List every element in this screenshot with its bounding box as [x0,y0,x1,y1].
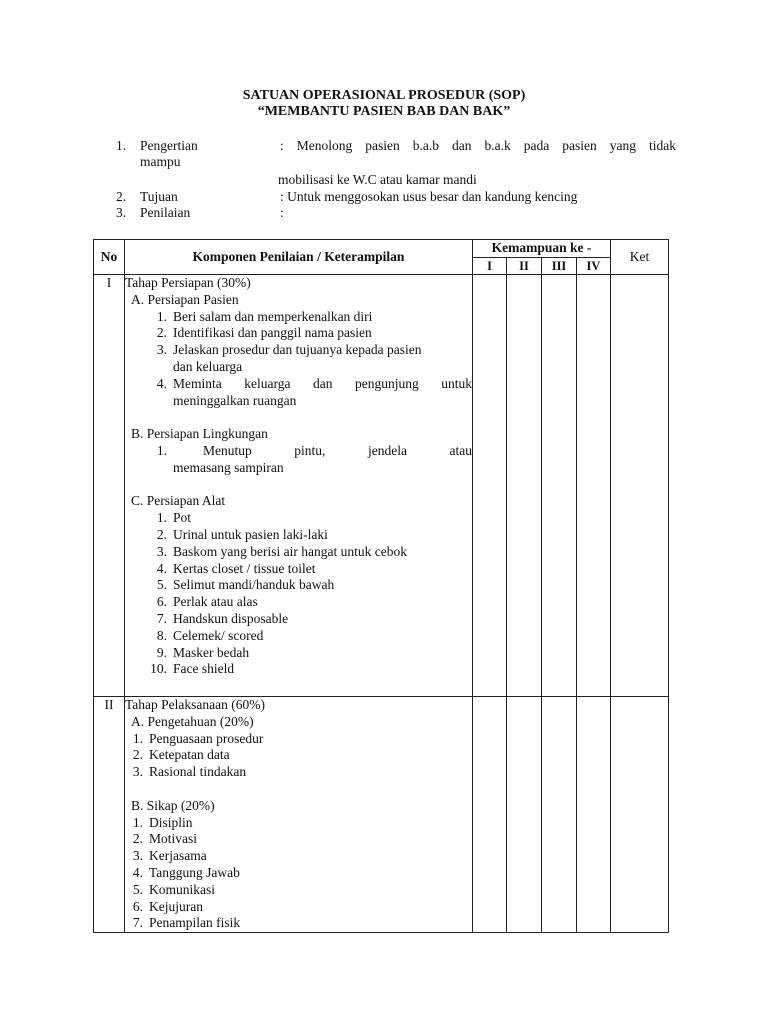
ket-cell[interactable] [611,697,669,933]
header-no: No [94,240,125,275]
document-title: SATUAN OPERASIONAL PROSEDUR (SOP) [242,88,526,103]
score-cell-ii[interactable] [507,697,542,933]
score-cell-i[interactable] [473,697,507,933]
info-number: 1. [116,138,127,153]
info-label: Pengertian [140,138,198,153]
list-item: 1. Beri salam dan memperkenalkan diri [156,308,373,324]
table-row [94,697,669,933]
table-row [94,275,669,697]
row-number: I [94,275,125,697]
header-ket: Ket [611,240,669,275]
section-heading: A. Pengetahuan (20%) [131,713,254,729]
list-item: 4. Meminta keluarga dan pengunjung untuk meninggalkan ruangan [156,375,472,408]
list-item: 2. Urinal untuk pasien laki-laki [156,526,328,542]
list-item: 8. Celemek/ scored [156,627,264,643]
list-item: 4. Kertas closet / tissue toilet [156,560,316,576]
info-label: Tujuan [140,189,178,204]
info-value: : [280,205,284,220]
score-cell-iii[interactable] [542,275,577,697]
section-heading: A. Persiapan Pasien [131,291,239,307]
stage-title: Tahap Persiapan (30%) [125,275,251,290]
list-item: 4. Tanggung Jawab [132,864,240,880]
header-level-ii: II [507,258,542,275]
info-value-continued: mobilisasi ke W.C atau kamar mandi [278,172,477,187]
list-item: 7. Penampilan fisik [132,915,241,931]
list-item: 2. Identifikasi dan panggil nama pasien [156,325,372,341]
list-item: 1. Menutup pintu, jendela atau memasang sampiran [156,442,472,475]
info-label-continued: mampu [140,154,181,169]
list-item: 2. Ketepatan data [132,747,230,763]
list-item: 3. Kerjasama [132,848,207,864]
row-number: II [94,697,125,933]
list-item: 10. Face shield [150,661,235,677]
list-item: 3. Jelaskan prosedur dan tujuanya kepada pasien dan keluarga [156,342,422,374]
list-item: 2. Motivasi [132,831,198,847]
score-cell-iv[interactable] [577,275,611,697]
info-number: 3. [116,205,127,220]
list-item: 1. Pot [156,510,192,526]
score-cell-ii[interactable] [507,275,542,697]
list-item: 5. Komunikasi [132,881,215,897]
row-content [125,697,473,933]
info-value: : Untuk menggosokan usus besar dan kandung kencing [280,189,578,204]
list-item: 6. Kejujuran [132,898,203,914]
header-level-i: I [473,258,507,275]
info-number: 2. [116,189,127,204]
stage-title: Tahap Pelaksanaan (60%) [125,697,265,712]
list-item: 9. Masker bedah [156,644,250,660]
list-item: 1. Disiplin [132,814,193,830]
section-heading: B. Persiapan Lingkungan [131,426,268,442]
list-item: 7. Handskun disposable [156,610,289,626]
list-item: 1. Penguasaan prosedur [132,730,264,746]
header-component: Komponen Penilaian / Keterampilan [125,240,473,275]
section-heading: B. Sikap (20%) [131,797,215,813]
header-level-iii: III [542,258,577,275]
list-item: 5. Selimut mandi/handuk bawah [156,577,335,593]
list-item: 3. Baskom yang berisi air hangat untuk cebok [156,543,407,559]
header-ability: Kemampuan ke - [473,240,611,258]
info-label: Penilaian [140,205,191,220]
row-content [125,275,473,697]
score-cell-iii[interactable] [542,697,577,933]
assessment-table [93,239,669,933]
list-item: 6. Perlak atau alas [156,594,258,610]
score-cell-i[interactable] [473,275,507,697]
document-subtitle: “MEMBANTU PASIEN BAB DAN BAK” [257,104,511,119]
header-level-iv: IV [577,258,611,275]
ket-cell[interactable] [611,275,669,697]
section-heading: C. Persiapan Alat [131,493,226,509]
score-cell-iv[interactable] [577,697,611,933]
info-value: : Menolong pasien b.a.b dan b.a.k pada pasien yang tidak [280,138,676,153]
list-item: 3. Rasional tindakan [132,764,247,780]
